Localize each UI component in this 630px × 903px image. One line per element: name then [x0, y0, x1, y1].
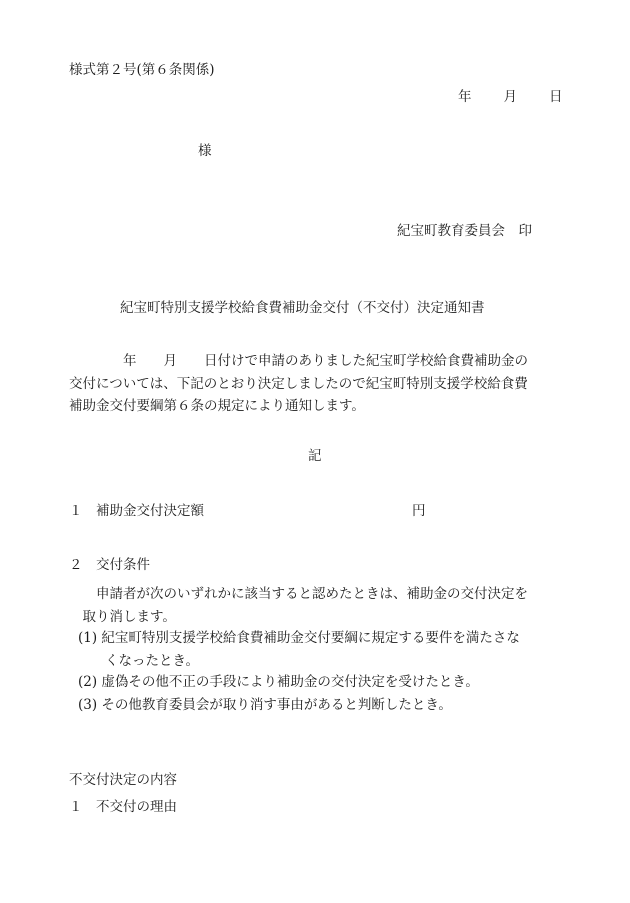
item2-label: ２ 交付条件 [69, 557, 150, 573]
section2-title: 不交付決定の内容 [69, 772, 177, 788]
body-line: 年 月 日付けで申請のありました紀宝町学校給食費補助金の [69, 353, 528, 369]
addressee-suffix: 様 [198, 143, 212, 159]
conditions-intro [69, 583, 564, 628]
conditions-intro-line: 取り消します。 [69, 608, 176, 625]
item1-unit: 円 [412, 503, 426, 519]
body-paragraph [69, 350, 564, 418]
date-day-unit: 日 [549, 89, 563, 105]
item1-label: １ 補助金交付決定額 [69, 503, 204, 519]
body-line: 補助金交付要綱第６条の規定により通知します。 [69, 398, 365, 414]
condition-2: (2) 虚偽その他不正の手段により補助金の交付決定を受けたとき。 [78, 674, 479, 690]
condition-line: (1) 紀宝町特別支援学校給食費補助金交付要綱に規定する要件を満たさな [78, 630, 520, 646]
date-line [458, 88, 563, 106]
conditions-intro-line: 申請者が次のいずれかに該当すると認めたときは、補助金の交付決定を [69, 586, 528, 602]
condition-1 [78, 627, 520, 672]
ki-heading: 記 [308, 448, 322, 464]
document-title: 紀宝町特別支援学校給食費補助金交付（不交付）決定通知書 [120, 300, 485, 316]
date-month-unit: 月 [503, 89, 517, 105]
condition-line: くなったとき。 [78, 652, 199, 669]
form-number: 様式第２号(第６条関係) [69, 62, 215, 78]
issuer-name: 紀宝町教育委員会 印 [397, 223, 532, 239]
body-line: 交付については、下記のとおり決定しましたので紀宝町特別支援学校給食費 [69, 375, 528, 392]
condition-3: (3) その他教育委員会が取り消す事由があると判断したとき。 [78, 697, 452, 713]
section2-item1: １ 不交付の理由 [69, 799, 177, 815]
date-year-unit: 年 [458, 89, 472, 105]
